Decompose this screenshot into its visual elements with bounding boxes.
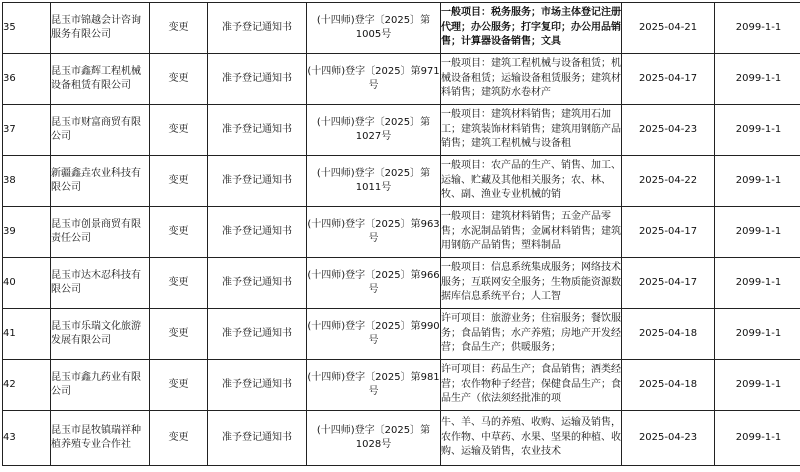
table-row xyxy=(3,309,800,360)
document-type-cell xyxy=(208,258,307,309)
business-scope: 许可项目：药品生产；食品销售；酒类经营；农作物种子经营；保健食品生产；食品生产（依法须经批准的项 xyxy=(441,364,621,405)
decision-date: 2025-04-21 xyxy=(638,22,698,33)
business-scope: 一般项目：税务服务；市场主体登记注册代理；办公服务；打字复印；办公用品销售；计算器设备销售；文具 xyxy=(441,7,621,48)
registration-number-cell xyxy=(307,207,441,258)
company-name-cell xyxy=(51,360,150,411)
company-name-cell xyxy=(51,309,150,360)
document-type-cell xyxy=(208,309,307,360)
registration-number: (十四师)登字〔2025〕第966号 xyxy=(307,270,440,295)
business-scope-cell xyxy=(441,411,622,466)
registration-number-cell xyxy=(307,105,441,156)
row-number: 38 xyxy=(3,175,16,186)
expiry-date-cell xyxy=(715,3,800,54)
document-type: 准予登记通知书 xyxy=(222,379,292,390)
row-number-cell xyxy=(3,309,51,360)
change-type-cell xyxy=(150,207,208,258)
row-number: 35 xyxy=(3,22,16,33)
company-name: 昆玉市鑫辉工程机械设备租赁有限公司 xyxy=(51,66,141,91)
company-name: 昆玉市达木忍科技有限公司 xyxy=(51,270,141,295)
business-scope-cell xyxy=(441,309,622,360)
row-number-cell xyxy=(3,54,51,105)
row-number-cell xyxy=(3,258,51,309)
registration-number-cell xyxy=(307,54,441,105)
decision-date-cell xyxy=(622,156,715,207)
business-scope: 一般项目：信息系统集成服务；网络技术服务；互联网安全服务；生物质能资源数据库信息系统平台；人工智 xyxy=(441,262,621,303)
decision-date: 2025-04-18 xyxy=(638,379,698,390)
decision-date: 2025-04-18 xyxy=(638,328,698,339)
company-name-cell xyxy=(51,207,150,258)
decision-date-cell xyxy=(622,54,715,105)
business-scope: 一般项目：建筑材料销售；建筑用石加工；建筑装饰材料销售；建筑用钢筋产品销售；建筑工程机械与设备租 xyxy=(441,109,621,150)
company-name-cell xyxy=(51,54,150,105)
business-scope-cell xyxy=(441,54,622,105)
registration-number: (十四师)登字〔2025〕第990号 xyxy=(307,321,440,346)
expiry-date-cell xyxy=(715,360,800,411)
decision-date-cell xyxy=(622,207,715,258)
registration-number: (十四师)登字〔2025〕第1028号 xyxy=(316,425,431,450)
document-type: 准予登记通知书 xyxy=(222,175,292,186)
change-type-cell xyxy=(150,54,208,105)
business-scope-cell xyxy=(441,360,622,411)
company-name-cell xyxy=(51,258,150,309)
document-type-cell xyxy=(208,105,307,156)
registration-number: (十四师)登字〔2025〕第981号 xyxy=(307,372,440,397)
decision-date: 2025-04-23 xyxy=(638,124,698,135)
row-number-cell xyxy=(3,207,51,258)
company-name: 昆玉市鑫九药业有限公司 xyxy=(51,372,141,397)
business-scope: 牛、羊、马的养殖、收购、运输及销售，农作物、中草药、水果、坚果的种植、收购、运输及销售，农业技术 xyxy=(441,417,621,458)
business-scope-cell xyxy=(441,3,622,54)
document-type: 准予登记通知书 xyxy=(222,226,292,237)
document-type-cell xyxy=(208,411,307,466)
row-number: 39 xyxy=(3,226,16,237)
expiry-date-cell xyxy=(715,54,800,105)
registration-number: (十四师)登字〔2025〕第1011号 xyxy=(316,168,431,193)
registration-number: (十四师)登字〔2025〕第963号 xyxy=(307,219,440,244)
expiry-date: 2099-1-1 xyxy=(735,226,782,237)
expiry-date: 2099-1-1 xyxy=(735,124,782,135)
registration-number: (十四师)登字〔2025〕第1005号 xyxy=(316,15,431,40)
decision-date: 2025-04-17 xyxy=(638,73,698,84)
expiry-date-cell xyxy=(715,207,800,258)
company-name: 新疆鑫垚农业科技有限公司 xyxy=(51,168,141,193)
company-name-cell xyxy=(51,3,150,54)
row-number-cell xyxy=(3,3,51,54)
expiry-date: 2099-1-1 xyxy=(735,432,782,443)
document-type-cell xyxy=(208,156,307,207)
decision-date: 2025-04-17 xyxy=(638,277,698,288)
change-type-cell xyxy=(150,360,208,411)
change-type: 变更 xyxy=(168,277,189,288)
business-scope-cell xyxy=(441,258,622,309)
row-number: 43 xyxy=(3,432,16,443)
registration-number-cell xyxy=(307,3,441,54)
company-name-cell xyxy=(51,411,150,466)
document-type-cell xyxy=(208,54,307,105)
change-type-cell xyxy=(150,3,208,54)
registration-number-cell xyxy=(307,411,441,466)
company-name: 昆玉市乐瑞文化旅游发展有限公司 xyxy=(51,321,141,346)
change-type: 变更 xyxy=(168,379,189,390)
expiry-date: 2099-1-1 xyxy=(735,277,782,288)
business-scope: 一般项目：建筑工程机械与设备租赁；机械设备租赁；运输设备租赁服务；建筑材料销售；建筑防水卷材产 xyxy=(441,58,621,99)
business-scope-cell xyxy=(441,156,622,207)
change-type-cell xyxy=(150,105,208,156)
business-scope: 许可项目：旅游业务；住宿服务；餐饮服务；食品销售；水产养殖；房地产开发经营；食品生产；供暖服务； xyxy=(441,313,621,354)
decision-date-cell xyxy=(622,411,715,466)
company-name-cell xyxy=(51,105,150,156)
business-scope: 一般项目：农产品的生产、销售、加工、运输、贮藏及其他相关服务；农、林、牧、副、渔业专业机械的销 xyxy=(441,160,621,201)
decision-date: 2025-04-22 xyxy=(638,175,698,186)
decision-date-cell xyxy=(622,3,715,54)
decision-date-cell xyxy=(622,105,715,156)
expiry-date-cell xyxy=(715,258,800,309)
expiry-date-cell xyxy=(715,411,800,466)
row-number: 36 xyxy=(3,73,16,84)
registration-number-cell xyxy=(307,156,441,207)
registration-table xyxy=(2,2,800,466)
decision-date-cell xyxy=(622,309,715,360)
row-number: 40 xyxy=(3,277,16,288)
row-number: 37 xyxy=(3,124,16,135)
expiry-date: 2099-1-1 xyxy=(735,328,782,339)
change-type-cell xyxy=(150,411,208,466)
document-type-cell xyxy=(208,207,307,258)
row-number: 42 xyxy=(3,379,16,390)
document-type: 准予登记通知书 xyxy=(222,277,292,288)
business-scope: 一般项目：建筑材料销售；五金产品零售；水泥制品销售；金属材料销售；建筑用钢筋产品销售；塑料制品 xyxy=(441,211,621,252)
decision-date-cell xyxy=(622,360,715,411)
table-row xyxy=(3,258,800,309)
document-type: 准予登记通知书 xyxy=(222,22,292,33)
company-name: 昆玉市创景商贸有限责任公司 xyxy=(51,219,141,244)
expiry-date: 2099-1-1 xyxy=(735,175,782,186)
change-type: 变更 xyxy=(168,22,189,33)
business-scope-cell xyxy=(441,105,622,156)
table-row xyxy=(3,54,800,105)
change-type-cell xyxy=(150,258,208,309)
table-row xyxy=(3,411,800,466)
expiry-date: 2099-1-1 xyxy=(735,73,782,84)
document-type: 准予登记通知书 xyxy=(222,73,292,84)
decision-date: 2025-04-23 xyxy=(638,432,698,443)
change-type: 变更 xyxy=(168,73,189,84)
document-type: 准予登记通知书 xyxy=(222,124,292,135)
decision-date: 2025-04-17 xyxy=(638,226,698,237)
registration-number-cell xyxy=(307,360,441,411)
change-type-cell xyxy=(150,309,208,360)
table-row xyxy=(3,3,800,54)
registration-number-cell xyxy=(307,309,441,360)
row-number: 41 xyxy=(3,328,16,339)
document-type: 准予登记通知书 xyxy=(222,328,292,339)
table-row xyxy=(3,207,800,258)
company-name: 昆玉市昆牧镇瑞祥种植养殖专业合作社 xyxy=(51,425,141,450)
company-name: 昆玉市锦越会计咨询服务有限公司 xyxy=(51,15,141,40)
change-type: 变更 xyxy=(168,328,189,339)
document-type-cell xyxy=(208,3,307,54)
table-row xyxy=(3,360,800,411)
registration-number-cell xyxy=(307,258,441,309)
row-number-cell xyxy=(3,105,51,156)
registration-number: (十四师)登字〔2025〕第1027号 xyxy=(316,117,431,142)
table-row xyxy=(3,156,800,207)
registration-number: (十四师)登字〔2025〕第971号 xyxy=(307,66,440,91)
table-row xyxy=(3,105,800,156)
change-type: 变更 xyxy=(168,226,189,237)
document-type: 准予登记通知书 xyxy=(222,432,292,443)
document-type-cell xyxy=(208,360,307,411)
expiry-date-cell xyxy=(715,105,800,156)
change-type-cell xyxy=(150,156,208,207)
expiry-date-cell xyxy=(715,156,800,207)
change-type: 变更 xyxy=(168,124,189,135)
row-number-cell xyxy=(3,156,51,207)
company-name: 昆玉市财富商贸有限公司 xyxy=(51,117,141,142)
expiry-date: 2099-1-1 xyxy=(735,22,782,33)
business-scope-cell xyxy=(441,207,622,258)
expiry-date: 2099-1-1 xyxy=(735,379,782,390)
decision-date-cell xyxy=(622,258,715,309)
row-number-cell xyxy=(3,411,51,466)
company-name-cell xyxy=(51,156,150,207)
change-type: 变更 xyxy=(168,432,189,443)
row-number-cell xyxy=(3,360,51,411)
change-type: 变更 xyxy=(168,175,189,186)
expiry-date-cell xyxy=(715,309,800,360)
